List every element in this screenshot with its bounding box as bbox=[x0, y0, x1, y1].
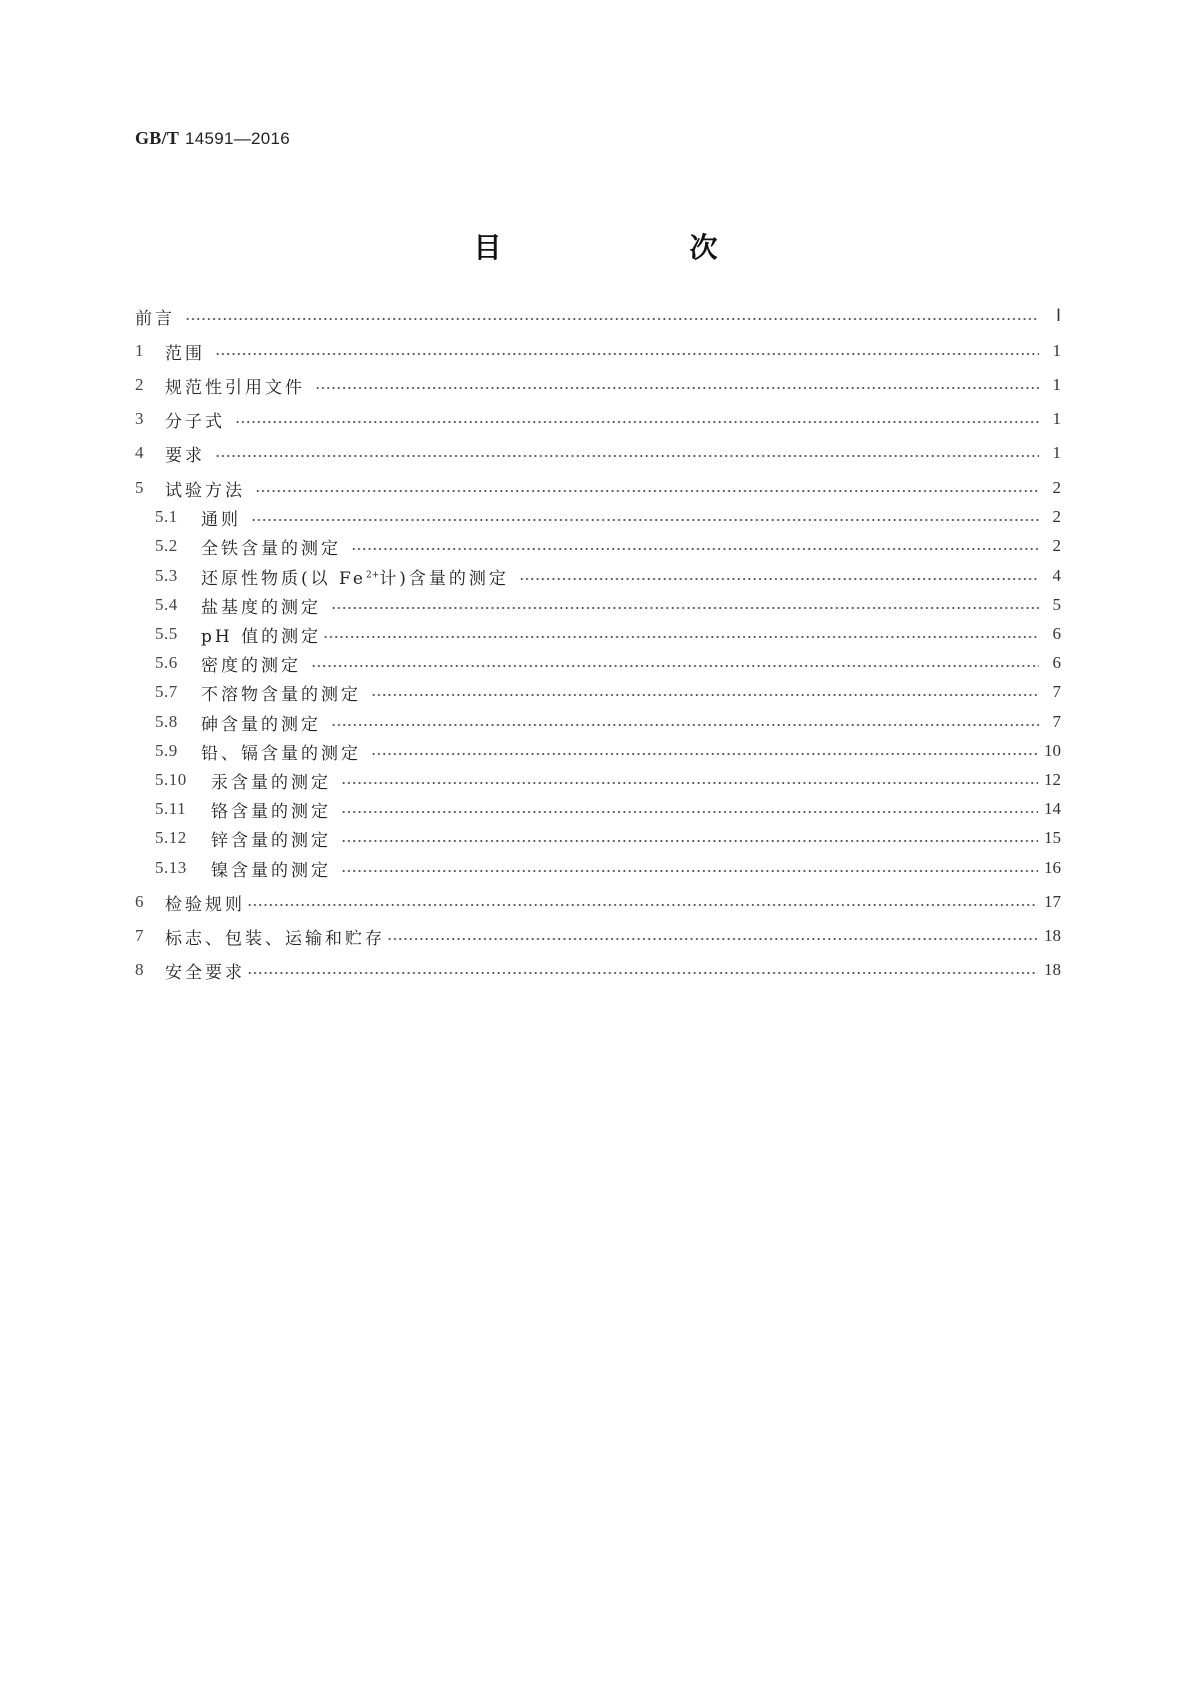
toc-entry-superscript: 2+ bbox=[365, 569, 380, 580]
toc-entry-page: Ⅰ bbox=[1055, 306, 1061, 325]
toc-entry-page: 6 bbox=[1052, 624, 1061, 643]
toc-entry-page: 10 bbox=[1044, 741, 1061, 760]
toc-entry-label: 安全要求 bbox=[165, 962, 245, 983]
toc-entry-label: 前言 bbox=[135, 308, 175, 329]
toc-leader-dots bbox=[215, 455, 1039, 457]
toc-entry[interactable] bbox=[135, 304, 1061, 328]
toc-entry-number: 5.11 bbox=[155, 799, 187, 818]
toc-leader-dots bbox=[519, 578, 1039, 580]
toc-leader-dots bbox=[247, 972, 1038, 974]
document-code-number: 14591—2016 bbox=[184, 129, 291, 148]
toc-leader-dots bbox=[351, 548, 1039, 550]
toc-leader-dots bbox=[255, 490, 1039, 492]
toc-entry[interactable] bbox=[135, 593, 1061, 617]
toc-leader-dots bbox=[341, 811, 1038, 813]
toc-entry-number: 5.1 bbox=[155, 507, 178, 526]
toc-entry-page: 1 bbox=[1052, 409, 1061, 428]
toc-entry-label: 铬含量的测定 bbox=[211, 801, 331, 822]
toc-entry-number: 5.12 bbox=[155, 828, 187, 847]
toc-entry[interactable] bbox=[135, 339, 1061, 363]
toc-entry-page: 5 bbox=[1052, 595, 1061, 614]
toc-leader-dots bbox=[215, 353, 1039, 355]
toc-entry-label: 盐基度的测定 bbox=[201, 597, 321, 618]
toc-entry-number: 2 bbox=[135, 375, 144, 394]
toc-entry[interactable] bbox=[135, 856, 1061, 880]
toc-entry-page: 7 bbox=[1052, 712, 1061, 731]
toc-entry-label: 全铁含量的测定 bbox=[201, 538, 341, 559]
toc-leader-dots bbox=[331, 607, 1039, 609]
toc-entry[interactable] bbox=[135, 476, 1061, 500]
toc-entry-label: 砷含量的测定 bbox=[201, 714, 321, 735]
toc-entry[interactable] bbox=[135, 622, 1061, 646]
toc-entry-page: 2 bbox=[1052, 478, 1061, 497]
toc-entry-number: 5.9 bbox=[155, 741, 178, 760]
toc-entry[interactable] bbox=[135, 890, 1061, 914]
toc-entry[interactable] bbox=[135, 768, 1061, 792]
toc-entry-number: 5.8 bbox=[155, 712, 178, 731]
toc-title: 目 次 bbox=[473, 231, 762, 264]
toc-leader-dots bbox=[251, 519, 1039, 521]
toc-entry-label: 通则 bbox=[201, 509, 241, 530]
toc-entry[interactable] bbox=[135, 739, 1061, 763]
toc-entry-number: 3 bbox=[135, 409, 144, 428]
toc-leader-dots bbox=[185, 318, 1039, 320]
toc-entry-number: 5.6 bbox=[155, 653, 178, 672]
toc-entry-number: 8 bbox=[135, 960, 144, 979]
toc-entry-label: 汞含量的测定 bbox=[211, 772, 331, 793]
toc-entry-page: 1 bbox=[1052, 443, 1061, 462]
toc-leader-dots bbox=[315, 387, 1039, 389]
toc-entry-label: 不溶物含量的测定 bbox=[201, 684, 361, 705]
toc-entry-number: 5.3 bbox=[155, 566, 178, 585]
toc-entry-number: 5.7 bbox=[155, 682, 178, 701]
toc-entry-page: 1 bbox=[1052, 375, 1061, 394]
toc-entry-number: 4 bbox=[135, 443, 144, 462]
toc-entry[interactable] bbox=[135, 373, 1061, 397]
toc-entry[interactable] bbox=[135, 797, 1061, 821]
toc-entry[interactable] bbox=[135, 680, 1061, 704]
toc-entry-page: 4 bbox=[1052, 566, 1061, 585]
toc-entry-page: 6 bbox=[1052, 653, 1061, 672]
toc-leader-dots bbox=[387, 938, 1038, 940]
toc-entry-number: 5.10 bbox=[155, 770, 187, 789]
toc-entry-label: 还原性物质(以 $Fe^{2+}$计)含量的测定 bbox=[201, 568, 509, 589]
toc-leader-dots bbox=[247, 904, 1038, 906]
toc-entry-number: 5.5 bbox=[155, 624, 178, 643]
toc-entry-page: 14 bbox=[1044, 799, 1061, 818]
toc-entry-page: 2 bbox=[1052, 536, 1061, 555]
toc-leader-dots bbox=[331, 724, 1039, 726]
toc-entry[interactable] bbox=[135, 441, 1061, 465]
toc-entry[interactable] bbox=[135, 534, 1061, 558]
toc-entry-label: 检验规则 bbox=[165, 894, 245, 915]
toc-entry-label: 铅、镉含量的测定 bbox=[201, 743, 361, 764]
toc-entry-number: 7 bbox=[135, 926, 144, 945]
document-code bbox=[135, 128, 290, 149]
toc-entry-number: 5.13 bbox=[155, 858, 187, 877]
toc-entry-number: 6 bbox=[135, 892, 144, 911]
toc-entry[interactable] bbox=[135, 564, 1061, 588]
toc-entry-label: 密度的测定 bbox=[201, 655, 301, 676]
toc-entry-page: 16 bbox=[1044, 858, 1061, 877]
toc-leader-dots bbox=[341, 840, 1038, 842]
toc-entry[interactable] bbox=[135, 407, 1061, 431]
toc-leader-dots bbox=[323, 636, 1039, 638]
toc-entry-label: pH 值的测定 bbox=[201, 626, 322, 647]
toc-entry-label: 试验方法 bbox=[165, 480, 245, 501]
toc-entry-label: 要求 bbox=[165, 445, 205, 466]
toc-entry-label: 规范性引用文件 bbox=[165, 377, 305, 398]
toc-entry-label: 锌含量的测定 bbox=[211, 830, 331, 851]
toc-leader-dots bbox=[341, 870, 1038, 872]
toc-entry-number: 1 bbox=[135, 341, 144, 360]
toc-leader-dots bbox=[311, 665, 1039, 667]
toc-entry-number: 5 bbox=[135, 478, 144, 497]
toc-entry[interactable] bbox=[135, 505, 1061, 529]
toc-entry[interactable] bbox=[135, 651, 1061, 675]
toc-entry[interactable] bbox=[135, 924, 1061, 948]
document-code-prefix: GB/T bbox=[135, 128, 180, 148]
toc-entry-page: 1 bbox=[1052, 341, 1061, 360]
toc-entry-page: 17 bbox=[1044, 892, 1061, 911]
toc-entry-page: 18 bbox=[1044, 960, 1061, 979]
toc-entry[interactable] bbox=[135, 958, 1061, 982]
toc-entry-page: 2 bbox=[1052, 507, 1061, 526]
toc-entry-page: 12 bbox=[1044, 770, 1061, 789]
toc-entry-label: 分子式 bbox=[165, 411, 225, 432]
toc-leader-dots bbox=[341, 782, 1038, 784]
toc-entry-label: 镍含量的测定 bbox=[211, 860, 331, 881]
toc-leader-dots bbox=[371, 694, 1039, 696]
toc-entry-label: 标志、包装、运输和贮存 bbox=[165, 928, 385, 949]
toc-entry-page: 15 bbox=[1044, 828, 1061, 847]
toc-leader-dots bbox=[371, 753, 1038, 755]
toc-leader-dots bbox=[235, 421, 1039, 423]
toc-entry-number: 5.4 bbox=[155, 595, 178, 614]
toc-entry-page: 18 bbox=[1044, 926, 1061, 945]
toc-entry[interactable] bbox=[135, 826, 1061, 850]
toc-entry[interactable] bbox=[135, 710, 1061, 734]
toc-entry-label: 范围 bbox=[165, 343, 205, 364]
toc-entry-number: 5.2 bbox=[155, 536, 178, 555]
toc-entry-page: 7 bbox=[1052, 682, 1061, 701]
